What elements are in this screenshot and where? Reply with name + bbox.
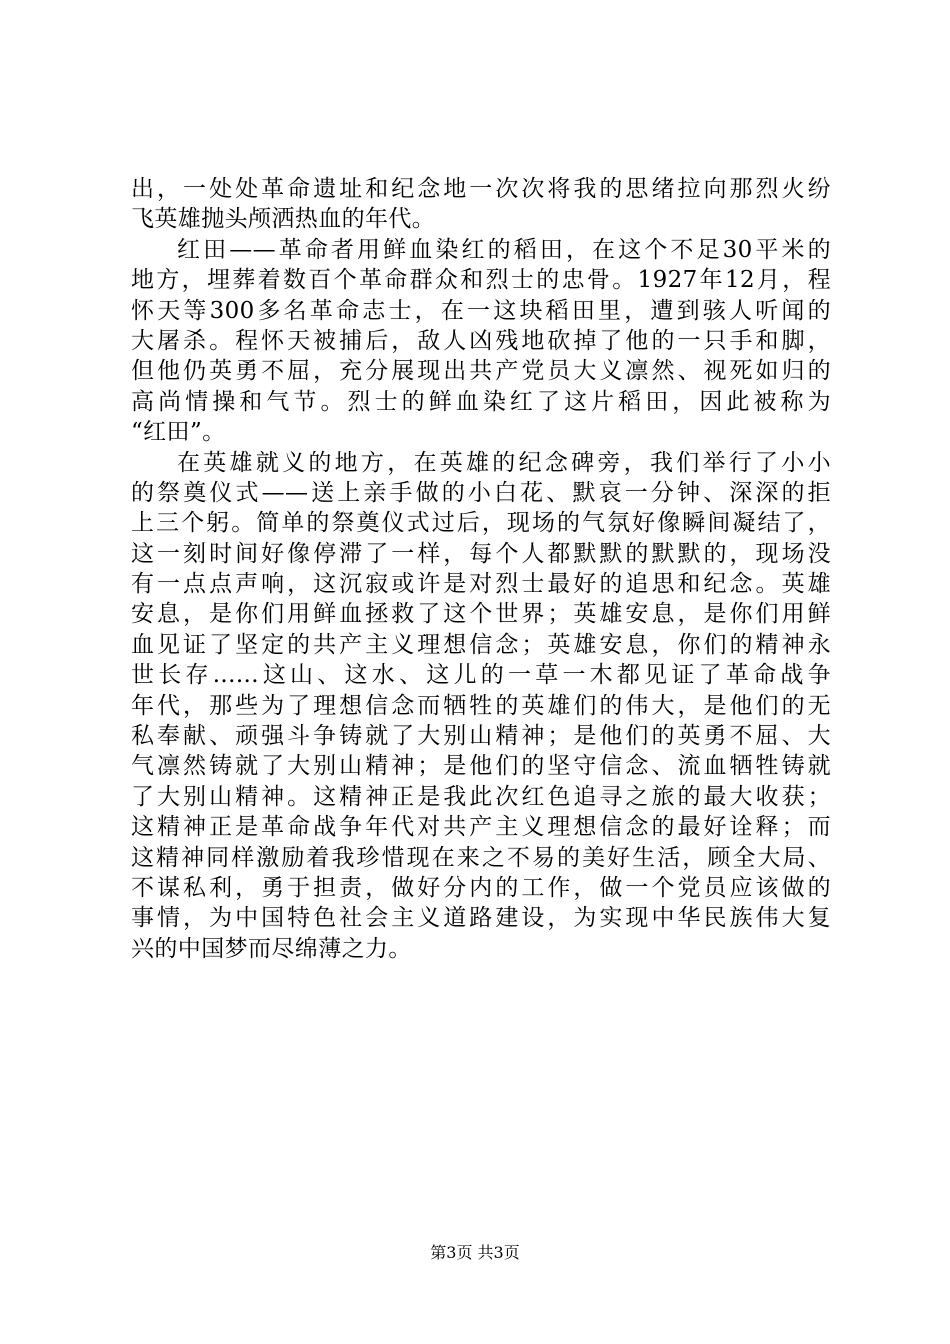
page-footer: 第3页 共3页 <box>430 1243 520 1262</box>
text-line: 高尚情操和气节。烈士的鲜血染红了这片稻田，因此被称为 <box>131 388 831 415</box>
text-line: 事情，为中国特色社会主义道路建设，为实现中华民族伟大复 <box>131 905 831 932</box>
text-line: 气凛然铸就了大别山精神；是他们的坚守信念、流血牺牲铸就 <box>131 753 831 780</box>
document-body <box>131 174 831 964</box>
text-line: 世长存......这山、这水、这儿的一草一木都见证了革命战争 <box>131 662 831 689</box>
text-line: 上三个躬。简单的祭奠仪式过后，现场的气氛好像瞬间凝结了， <box>131 510 831 537</box>
text-line: 不谋私利，勇于担责，做好分内的工作，做一个党员应该做的 <box>131 874 831 901</box>
text-line: 有一点点声响，这沉寂或许是对烈士最好的追思和纪念。英雄 <box>131 571 831 598</box>
text-line: 飞英雄抛头颅洒热血的年代。 <box>131 206 436 233</box>
text-line: 怀天等300多名革命志士，在一这块稻田里，遭到骇人听闻的 <box>131 297 831 324</box>
text-line: 了大别山精神。这精神正是我此次红色追寻之旅的最大收获； <box>131 783 831 810</box>
text-line: 这精神正是革命战争年代对共产主义理想信念的最好诠释；而 <box>131 814 831 841</box>
text-line: 大屠杀。程怀天被捕后，敌人凶残地砍掉了他的一只手和脚， <box>131 327 831 354</box>
text-line: 出，一处处革命遗址和纪念地一次次将我的思绪拉向那烈火纷 <box>131 176 831 202</box>
text-line: 年代，那些为了理想信念而牺牲的英雄们的伟大，是他们的无 <box>131 692 831 719</box>
text-line: 地方，埋葬着数百个革命群众和烈士的忠骨。1927年12月，程 <box>131 267 831 294</box>
text-line: 这一刻时间好像停滞了一样，每个人都默默的默默的，现场没 <box>131 540 831 567</box>
text-line: 在英雄就义的地方，在英雄的纪念碑旁，我们举行了小小 <box>177 449 831 476</box>
text-line: 私奉献、顽强斗争铸就了大别山精神；是他们的英勇不屈、大 <box>131 723 831 750</box>
text-line: 的祭奠仪式——送上亲手做的小白花、默哀一分钟、深深的拒 <box>131 479 831 506</box>
text-line: 血见证了坚定的共产主义理想信念；英雄安息，你们的精神永 <box>131 631 831 658</box>
text-line: 这精神同样激励着我珍惜现在来之不易的美好生活，顾全大局、 <box>131 844 831 871</box>
text-line: 红田——革命者用鲜血染红的稻田，在这个不足30平米的 <box>177 236 831 263</box>
text-line: 但他仍英勇不屈，充分展现出共产党员大义凛然、视死如归的 <box>131 358 831 385</box>
text-line: 兴的中国梦而尽绵薄之力。 <box>131 935 412 962</box>
text-line: “红田”。 <box>131 419 226 446</box>
text-line: 安息，是你们用鲜血拯救了这个世界；英雄安息，是你们用鲜 <box>131 601 831 628</box>
